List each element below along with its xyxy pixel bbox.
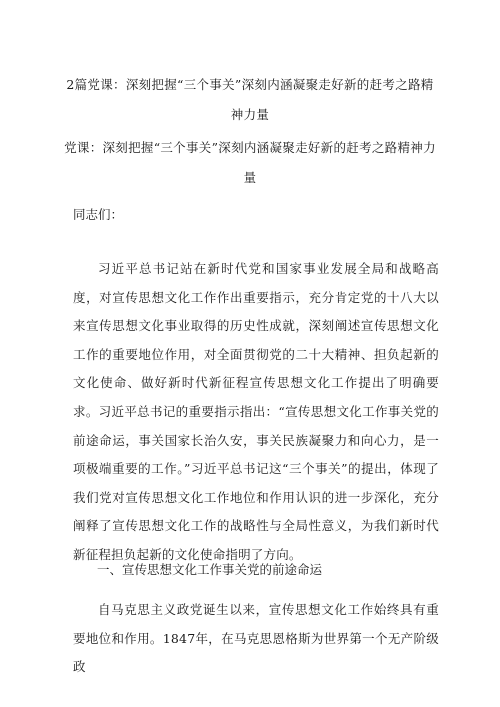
body-paragraph: 自马克思主义政党诞生以来，宣传思想文化工作始终具有重要地位和作用。1847年，在马克思恩格斯为世界第一个无产阶级政 — [73, 602, 439, 675]
section-heading: 一、宣传思想文化工作事关党的前途命运 — [97, 562, 323, 577]
salutation: 同志们： — [73, 207, 124, 222]
document-title: 2篇党课：深刻把握“三个事关”深刻内涵凝聚走好新的赶考之路精神力量 — [66, 77, 434, 122]
body-paragraph: 习近平总书记站在新时代党和国家事业发展全局和战略高度，对宣传思想文化工作作出重要指示，充分肯定党的十八大以来宣传思想文化事业取得的历史性成就，深刻阐述宣传思想文化工作的重要地位作用，对全面贯彻党的二十大精神、担负起新的文化使命、做好新时代新征程宣传思想文化工作提出了明确要求。习近平总书记的重要指示指出：“宣传思想文化工作事关党的前途命运，事关国家长治久安，事关民族凝聚力和向心力，是一项极端重要的工作。”习近平总书记这“三个事关”的提出，体现了我们党对宣传思想文化工作地位和作用认识的进一步深化，充分阐释了宣传思想文化工作的战略性与全局性意义，为我们新时代新征程担负起新的文化使命指明了方向。 — [73, 261, 439, 562]
document-subtitle: 党课：深刻把握“三个事关”深刻内涵凝聚走好新的赶考之路精神力量 — [64, 140, 436, 185]
